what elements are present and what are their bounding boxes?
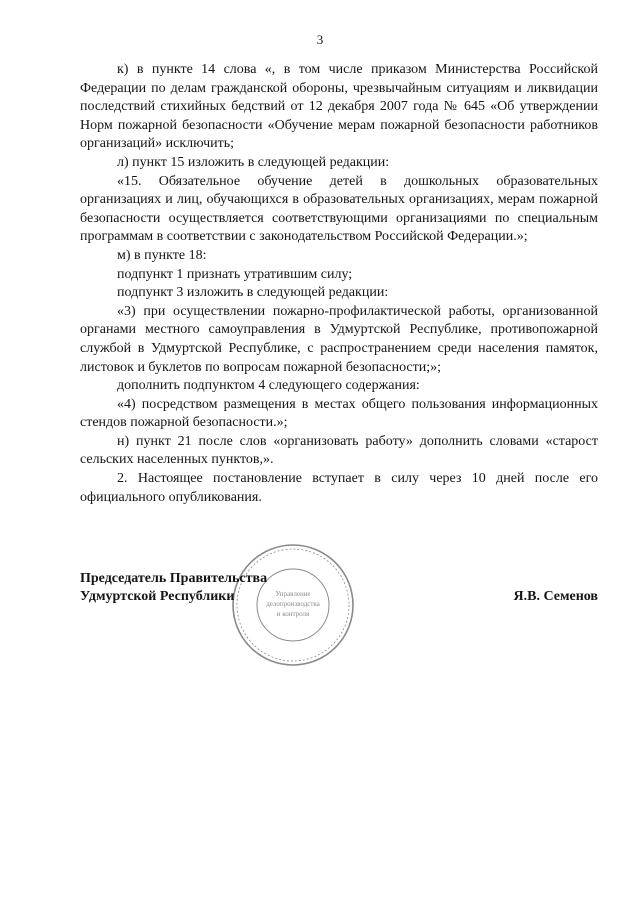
svg-text:Управление: Управление <box>275 590 311 598</box>
signatory-name: Я.В. Семенов <box>513 589 598 604</box>
paragraph-subitem-3-text: «3) при осуществлении пожарно-профилактической работы, организованной органами местного самоуправления в Удмуртской Республике, противопожарной службой в Удмуртской Республике, с распространением среди населения памяток, листовок и буклетов по вопросам пожарной безопасности;»; <box>80 303 598 375</box>
document-body <box>80 61 598 507</box>
signature-block <box>80 570 598 606</box>
paragraph-subitem-3-intro: подпункт 3 изложить в следующей редакции: <box>117 285 389 301</box>
signatory-title-line1: Председатель Правительства <box>80 571 268 586</box>
paragraph-l: л) пункт 15 изложить в следующей редакции: <box>117 154 390 170</box>
svg-text:делопроизводства: делопроизводства <box>266 600 320 608</box>
page-number: 3 <box>316 32 324 47</box>
paragraph-n: н) пункт 21 после слов «организовать работу» дополнить словами «старост сельских населенных пунктов,». <box>80 433 598 468</box>
svg-text:и контроля: и контроля <box>276 610 310 618</box>
paragraph-15-text: «15. Обязательное обучение детей в дошкольных образовательных организациях и лиц, обучающихся в образовательных организациях, мерам пожарной безопасности осуществляется соответствующими организациями по специальным программам в соответствии с законодательством Российской Федерации.»; <box>80 173 598 245</box>
paragraph-subitem-1: подпункт 1 признать утратившим силу; <box>117 266 353 282</box>
paragraph-m: м) в пункте 18: <box>117 247 207 263</box>
paragraph-effective-date: 2. Настоящее постановление вступает в силу через 10 дней после его официального опубликования. <box>80 471 598 505</box>
paragraph-k: к) в пункте 14 слова «, в том числе приказом Министерства Российской Федерации по делам гражданской обороны, чрезвычайным ситуациям и ликвидации последствий стихийных бедствий от 12 декабря 2007 года № 645 «Об утверждении Норм пожарной безопасности «Обучение мерам пожарной безопасности работников организаций» исключить; <box>80 62 598 152</box>
paragraph-subitem-4-text: «4) посредством размещения в местах общего пользования информационных стендов пожарной безопасности.»; <box>80 396 598 431</box>
paragraph-add-subitem-4: дополнить подпунктом 4 следующего содержания: <box>117 378 420 394</box>
signatory-title-line2: Удмуртской Республики <box>80 589 235 604</box>
